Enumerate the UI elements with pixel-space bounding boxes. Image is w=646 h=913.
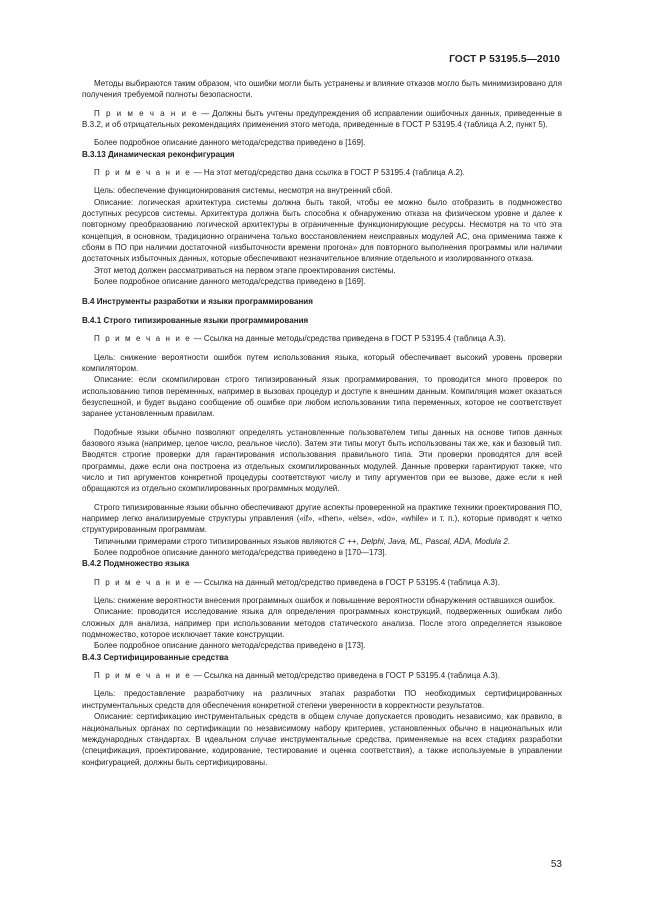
note-paragraph bbox=[82, 108, 562, 131]
paragraph-text: Более подробное описание данного метода/средства приведено в [169]. bbox=[94, 138, 366, 148]
note-text: — Ссылка на данные методы/средства приведена в ГОСТ Р 53195.4 (таблица А.3). bbox=[191, 334, 506, 344]
note-label: П р и м е ч а н и е bbox=[94, 168, 192, 178]
body-paragraph bbox=[82, 197, 562, 265]
paragraph-text: Типичными примерами строго типизированных языков являются bbox=[94, 536, 340, 546]
note-label: П р и м е ч а н и е bbox=[94, 108, 199, 118]
note-paragraph bbox=[82, 670, 562, 681]
paragraph-text: Подобные языки обычно позволяют определять установленные пользователем типы данных на основе типов данных базового языка (например, целое число, реальное число). Затем эти типы могут быть использованы так же, как и базовый тип. Вводятся строгие проверки для гарантирования использования правильного типа. Эти проверки проводятся для всей программы, даже если она построена из отдельных скомпилированных модулей. Данные проверки гарантируют также, что число и тип аргументов конкретной процедуры соответствуют числу и типу аргументов при ее вызове, даже если к ней обращаются из отдельно скомпилированных программных модулей. bbox=[82, 427, 562, 494]
paragraph-text: Более подробное описание данного метода/средства приведено в [170—173]. bbox=[94, 548, 387, 558]
body-paragraph bbox=[82, 374, 562, 419]
body-paragraph bbox=[82, 606, 562, 640]
heading-text: В.4.1 Строго типизированные языки программирования bbox=[82, 315, 309, 325]
document-code: ГОСТ Р 53195.5—2010 bbox=[449, 54, 560, 65]
body-paragraph bbox=[82, 352, 562, 375]
body-paragraph bbox=[82, 502, 562, 536]
body-paragraph bbox=[82, 276, 562, 287]
section-heading bbox=[82, 296, 562, 307]
body-paragraph bbox=[82, 265, 562, 276]
section-heading bbox=[82, 149, 562, 160]
heading-text: В.4.2 Подмножество языка bbox=[82, 559, 190, 569]
section-heading bbox=[82, 315, 562, 326]
heading-text: В.4 Инструменты разработки и языки программирования bbox=[82, 296, 313, 306]
paragraph-text: Описание: если скомпилирован строго типизированный язык программирования, то проводится много проверок по использованию типов переменных, например в вызовах процедур и доступе к внешним данным. Компиляция может оказаться безуспешной, и будет выдано сообщение об ошибке при любом использовании типа переменных, которое не соответствует заранее установленным правилам. bbox=[82, 375, 562, 419]
paragraph-tail: . bbox=[507, 536, 511, 546]
document-body bbox=[82, 78, 562, 768]
language-list: C ++, Delphi, Java, ML, Pascal, ADA, Modula 2 bbox=[339, 536, 508, 546]
heading-text: В.3.13 Динамическая реконфигурация bbox=[82, 149, 235, 159]
body-paragraph bbox=[82, 78, 562, 101]
paragraph-text: Цель: предоставление разработчику на различных этапах разработки ПО необходимых сертифицированных инструментальных средств для обеспечения конкретной степени уверенности в корректности результатов. bbox=[82, 689, 562, 710]
paragraph-text: Цель: обеспечение функционирования системы, несмотря на внутренний сбой. bbox=[94, 186, 393, 196]
section-heading bbox=[82, 558, 562, 569]
paragraph-text: Цель: снижение вероятности внесения программных ошибок и повышение вероятности обнаружения оставшихся ошибок. bbox=[94, 596, 555, 606]
note-label: П р и м е ч а н и е bbox=[94, 671, 192, 681]
paragraph-text: Описание: сертификацию инструментальных средств в общем случае допускается проводить независимо, как правило, в национальных органах по сертификации по независимому набору критериев, установленных обычно в национальных или международных стандартах. В идеальном случае инструментальные средства, применяемые на всех стадиях разработки (спецификация, проектирование, кодирование, тестирование и оценка соответствия), а также используемые в управлении конфигурацией, должны быть сертифицированы. bbox=[82, 712, 562, 767]
body-paragraph bbox=[82, 595, 562, 606]
paragraph-text: Цель: снижение вероятности ошибок путем использования языка, который обеспечивает высокий уровень проверки компилятором. bbox=[82, 352, 562, 373]
body-paragraph bbox=[82, 688, 562, 711]
body-paragraph bbox=[82, 640, 562, 651]
paragraph-text: Более подробное описание данного метода/средства приведено в [169]. bbox=[94, 277, 366, 287]
paragraph-text: Описание: логическая архитектура системы должна быть такой, чтобы ее можно было отобразить в подмножество доступных ресурсов системы. Архитектура должна быть способна к обнаружению отказа на физическом уровне и далее к повторному преобразованию логической архитектуры в ограниченные функционирующие ресурсы. Несмотря на то что эта концепция, в основном, традиционно ограничена только восстановлением неисправных модулей АС, она применима также к сбоям в ПО при наличии достаточной «избыточности времени прогона» для повторного выполнения программы или наличии достаточных избыточных данных, которые обеспечивают незначительное влияние отдельного и изолированного отказа. bbox=[82, 197, 562, 264]
note-text: — Должны быть учтены предупреждения об исправлении ошибочных данных, приведенные в В.3.2, и об отрицательных рекомендациях применения этого метода, приведенные в ГОСТ Р 53195.4 (таблица А.2, пункт 5). bbox=[82, 108, 562, 130]
note-text: — Ссылка на данный метод/средство приведена в ГОСТ Р 53195.4 (таблица А.3). bbox=[191, 577, 500, 587]
body-paragraph bbox=[82, 185, 562, 196]
note-text: — Ссылка на данный метод/средство приведена в ГОСТ Р 53195.4 (таблица А.3). bbox=[191, 671, 500, 681]
note-text: — На этот метод/средство дана ссылка в ГОСТ Р 53195.4 (таблица А.2). bbox=[191, 168, 465, 178]
heading-text: В.4.3 Сертифицированные средства bbox=[82, 652, 229, 662]
note-label: П р и м е ч а н и е bbox=[94, 577, 192, 587]
section-heading bbox=[82, 652, 562, 663]
paragraph-text: Более подробное описание данного метода/средства приведено в [173]. bbox=[94, 641, 366, 651]
note-paragraph bbox=[82, 333, 562, 344]
note-label: П р и м е ч а н и е bbox=[94, 334, 192, 344]
note-paragraph bbox=[82, 577, 562, 588]
body-paragraph bbox=[82, 427, 562, 495]
body-paragraph bbox=[82, 547, 562, 558]
paragraph-text: Этот метод должен рассматриваться на первом этапе проектирования системы. bbox=[94, 265, 396, 275]
paragraph-text: Описание: проводится исследование языка для определения программных конструкций, подверженных ошибкам либо сложных для анализа, например при использовании методов статического анализа. После этого определяется языковое подмножество, которое исключает такие конструкции. bbox=[82, 607, 562, 640]
body-paragraph bbox=[82, 137, 562, 148]
paragraph-text: Методы выбираются таким образом, что ошибки могли быть устранены и влияние отказов могло быть минимизировано для получения требуемой полноты безопасности. bbox=[82, 79, 562, 100]
body-paragraph bbox=[82, 711, 562, 768]
page-number: 53 bbox=[550, 859, 562, 870]
body-paragraph bbox=[82, 536, 562, 547]
paragraph-text: Строго типизированные языки обычно обеспечивают другие аспекты проверенной на практике техники проектирования ПО, например легко анализируемые структуры управления («if», «then», «else», «do», «while» и т. п.), которые приводят к четко структурированным программам. bbox=[82, 502, 562, 535]
note-paragraph bbox=[82, 167, 562, 178]
